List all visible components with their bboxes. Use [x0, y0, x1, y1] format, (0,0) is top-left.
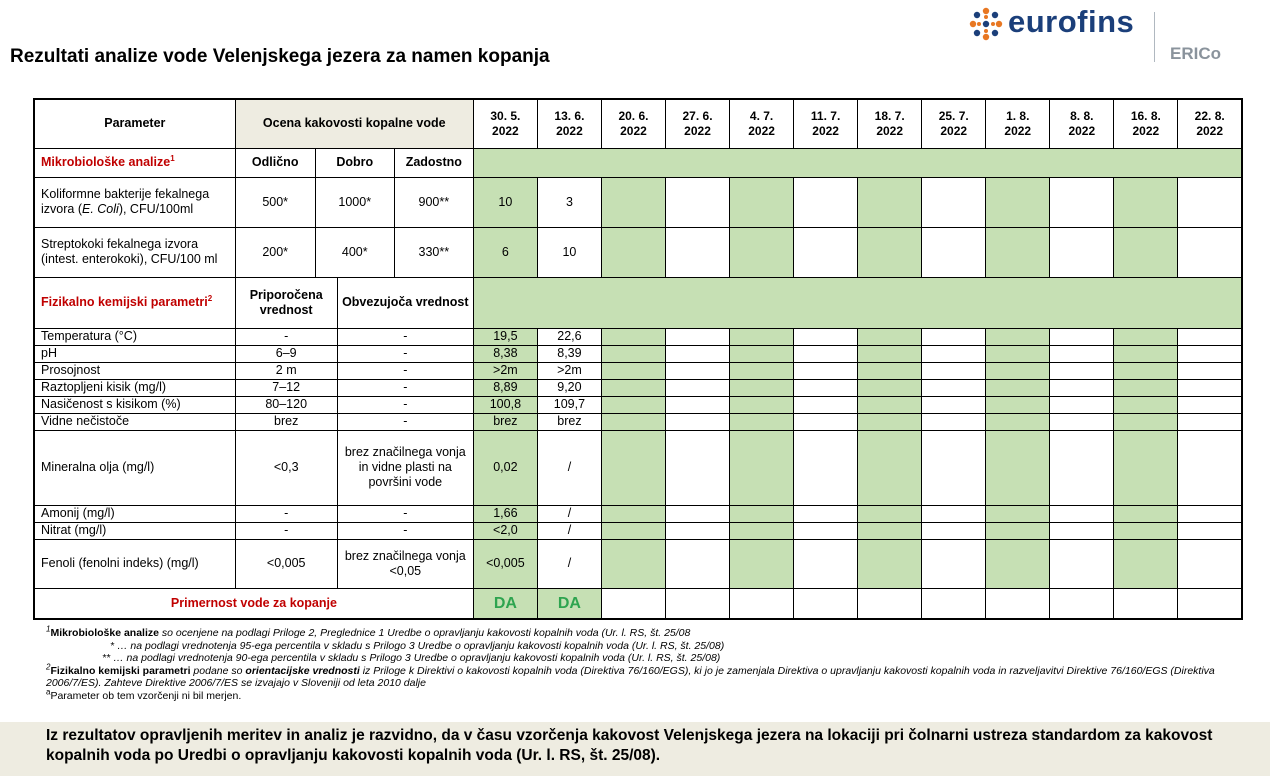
value-cell-p4-10	[1114, 396, 1178, 413]
value-cell-p7-9	[1050, 505, 1114, 522]
header-date-11: 22. 8. 2022	[1178, 99, 1242, 148]
value-cell-p0-0: 19,5	[473, 328, 537, 345]
value-cell-p4-7	[922, 396, 986, 413]
value-cell-p3-4	[730, 379, 794, 396]
micro-section-title	[34, 148, 235, 177]
value-cell-p6-11	[1178, 430, 1242, 505]
value-cell-p5-0: brez	[473, 413, 537, 430]
priporocena-value: 6–9	[235, 345, 337, 362]
suitability-cell-0: DA	[473, 588, 537, 619]
value-cell-p0-2	[601, 328, 665, 345]
value-cell-p9-6	[858, 539, 922, 588]
value-cell-p0-5	[794, 328, 858, 345]
dobro-value: 1000*	[315, 177, 394, 227]
value-cell-p9-10	[1114, 539, 1178, 588]
value-cell-p7-4	[730, 505, 794, 522]
footnote-3: $^a$Parameter ob tem vzorčenji ni bil merjen.	[46, 687, 242, 702]
value-cell-p7-11	[1178, 505, 1242, 522]
value-cell-p5-6	[858, 413, 922, 430]
table-row	[34, 396, 1242, 413]
priporocena-value: <0,3	[235, 430, 337, 505]
value-cell-p8-6	[858, 522, 922, 539]
footnote-1a: * … na podlagi vrednotenja 95-ega percentila v skladu s Prilogo 3 Uredbe o opravljanju kakovosti kopalnih voda (Ur. l. RS, št. 25/08)	[110, 639, 725, 652]
value-cell-p1-10	[1114, 345, 1178, 362]
value-cell-p7-6	[858, 505, 922, 522]
suitability-cell-8	[986, 588, 1050, 619]
micro-sup: 1	[170, 153, 175, 163]
value-cell-p1-1: 8,39	[537, 345, 601, 362]
value-cell-m1-0: 6	[473, 227, 537, 277]
header-parameter: Parameter	[34, 99, 235, 148]
table-row	[34, 328, 1242, 345]
value-cell-p5-2	[601, 413, 665, 430]
value-cell-p4-1: 109,7	[537, 396, 601, 413]
value-cell-m0-7	[922, 177, 986, 227]
value-cell-p3-5	[794, 379, 858, 396]
micro-param-name: Streptokoki fekalnega izvora (intest. enterokoki), CFU/100 ml	[34, 227, 235, 277]
value-cell-p2-7	[922, 362, 986, 379]
value-cell-p8-9	[1050, 522, 1114, 539]
table-row	[34, 539, 1242, 588]
value-cell-p1-9	[1050, 345, 1114, 362]
value-cell-p2-11	[1178, 362, 1242, 379]
value-cell-p1-0: 8,38	[473, 345, 537, 362]
obvezujoca-value: -	[337, 505, 473, 522]
page-title: Rezultati analize vode Velenjskega jezera za namen kopanja	[10, 46, 550, 67]
footnote-2: $^2$Fizikalno kemijski parametri podane so orientacijske vrednosti iz Priloge k Direktivi o kakovosti kopalnih voda (Direktiva 76/160/EGS), ki jo je zamenjala Direktiva o upravljanju kakovosti kopalnih voda in razveljavitvi Direktive 76/160/EGS (Direktiva 2006/7/ES). Zahteve Direktive 2006/7/ES se izvajajo v Sloveniji od leta 2010 dalje	[46, 662, 1215, 690]
value-cell-p9-11	[1178, 539, 1242, 588]
value-cell-p2-5	[794, 362, 858, 379]
value-cell-p7-2	[601, 505, 665, 522]
value-cell-p8-2	[601, 522, 665, 539]
obvezujoca-value: -	[337, 396, 473, 413]
value-cell-p1-7	[922, 345, 986, 362]
value-cell-p5-11	[1178, 413, 1242, 430]
value-cell-p5-8	[986, 413, 1050, 430]
value-cell-p4-2	[601, 396, 665, 413]
value-cell-p9-9	[1050, 539, 1114, 588]
table-row	[34, 379, 1242, 396]
value-cell-p6-6	[858, 430, 922, 505]
value-cell-p4-5	[794, 396, 858, 413]
value-cell-m1-6	[858, 227, 922, 277]
value-cell-p5-9	[1050, 413, 1114, 430]
value-cell-p7-1: /	[537, 505, 601, 522]
obvezujoca-value: -	[337, 328, 473, 345]
value-cell-p2-1: >2m	[537, 362, 601, 379]
micro-title-text: Mikrobiološke analize	[41, 155, 171, 169]
phys-title-text: Fizikalno kemijski parametri	[41, 295, 208, 309]
value-cell-p2-3	[666, 362, 730, 379]
value-cell-p4-3	[666, 396, 730, 413]
value-cell-m1-8	[986, 227, 1050, 277]
value-cell-p0-6	[858, 328, 922, 345]
value-cell-p4-8	[986, 396, 1050, 413]
value-cell-p2-0: >2m	[473, 362, 537, 379]
logo-divider	[1154, 12, 1155, 62]
value-cell-p4-0: 100,8	[473, 396, 537, 413]
table-row	[34, 522, 1242, 539]
obvezujoca-value: brez značilnega vonja in vidne plasti na površini vode	[337, 430, 473, 505]
value-cell-m0-11	[1178, 177, 1242, 227]
footnote-1b: ** … na podlagi vrednotenja 90-ega percentila v skladu s Prilogo 3 Uredbe o opravljanju kakovosti kopalnih voda (Ur. l. RS, št. 25/08)	[102, 652, 721, 665]
value-cell-m1-11	[1178, 227, 1242, 277]
value-cell-p8-10	[1114, 522, 1178, 539]
phys-param-name: Fenoli (fenolni indeks) (mg/l)	[34, 539, 235, 588]
header-date-9: 8. 8. 2022	[1050, 99, 1114, 148]
suitability-cell-1: DA	[537, 588, 601, 619]
phys-section-row	[34, 277, 1242, 328]
results-table	[33, 98, 1243, 620]
obvezujoca-value: -	[337, 362, 473, 379]
priporocena-value: -	[235, 522, 337, 539]
obvezujoca-value: -	[337, 413, 473, 430]
header-row	[34, 99, 1242, 148]
value-cell-p9-1: /	[537, 539, 601, 588]
value-cell-p5-1: brez	[537, 413, 601, 430]
micro-section-row	[34, 148, 1242, 177]
value-cell-p8-1: /	[537, 522, 601, 539]
suitability-label: Primernost vode za kopanje	[34, 588, 473, 619]
phys-section-fill	[473, 277, 1242, 328]
value-cell-p9-2	[601, 539, 665, 588]
value-cell-p3-7	[922, 379, 986, 396]
priporocena-value: <0,005	[235, 539, 337, 588]
priporocena-value: 80–120	[235, 396, 337, 413]
micro-section-fill	[473, 148, 1242, 177]
table-row	[34, 345, 1242, 362]
value-cell-p6-1: /	[537, 430, 601, 505]
value-cell-p0-1: 22,6	[537, 328, 601, 345]
header-date-8: 1. 8. 2022	[986, 99, 1050, 148]
header-date-2: 20. 6. 2022	[601, 99, 665, 148]
footnotes	[46, 624, 1246, 703]
value-cell-p1-8	[986, 345, 1050, 362]
value-cell-p1-6	[858, 345, 922, 362]
value-cell-p3-3	[666, 379, 730, 396]
suitability-cell-11	[1178, 588, 1242, 619]
obvezujoca-value: brez značilnega vonja <0,05	[337, 539, 473, 588]
value-cell-p7-3	[666, 505, 730, 522]
col-odlicno: Odlično	[235, 148, 315, 177]
micro-param-name: Koliformne bakterije fekalnega izvora (E. Coli), CFU/100ml	[34, 177, 235, 227]
value-cell-p7-7	[922, 505, 986, 522]
value-cell-m0-5	[794, 177, 858, 227]
col-priporocena: Priporočena vrednost	[235, 277, 337, 328]
value-cell-p9-3	[666, 539, 730, 588]
phys-param-name: Amonij (mg/l)	[34, 505, 235, 522]
value-cell-p2-8	[986, 362, 1050, 379]
value-cell-p3-11	[1178, 379, 1242, 396]
value-cell-p6-10	[1114, 430, 1178, 505]
phys-param-name: Nasičenost s kisikom (%)	[34, 396, 235, 413]
table-row	[34, 227, 1242, 277]
zadostno-value: 900**	[394, 177, 473, 227]
value-cell-p7-10	[1114, 505, 1178, 522]
value-cell-p0-7	[922, 328, 986, 345]
eurofins-dots-icon	[968, 6, 1004, 42]
value-cell-m1-2	[601, 227, 665, 277]
suitability-cell-9	[1050, 588, 1114, 619]
header-date-3: 27. 6. 2022	[666, 99, 730, 148]
priporocena-value: 7–12	[235, 379, 337, 396]
logo-sub: ERICo	[1170, 44, 1221, 63]
value-cell-p0-3	[666, 328, 730, 345]
header-date-1: 13. 6. 2022	[537, 99, 601, 148]
value-cell-p6-9	[1050, 430, 1114, 505]
value-cell-p9-0: <0,005	[473, 539, 537, 588]
value-cell-p8-4	[730, 522, 794, 539]
value-cell-p5-10	[1114, 413, 1178, 430]
value-cell-p0-9	[1050, 328, 1114, 345]
value-cell-p9-7	[922, 539, 986, 588]
table-row	[34, 430, 1242, 505]
value-cell-p8-8	[986, 522, 1050, 539]
header-date-4: 4. 7. 2022	[730, 99, 794, 148]
value-cell-p5-7	[922, 413, 986, 430]
phys-param-name: Temperatura (°C)	[34, 328, 235, 345]
value-cell-p3-9	[1050, 379, 1114, 396]
value-cell-p6-7	[922, 430, 986, 505]
phys-param-name: Mineralna olja (mg/l)	[34, 430, 235, 505]
phys-param-name: pH	[34, 345, 235, 362]
priporocena-value: 2 m	[235, 362, 337, 379]
suitability-cell-5	[794, 588, 858, 619]
value-cell-p8-3	[666, 522, 730, 539]
conclusion-text: Iz rezultatov opravljenih meritev in analiz je razvidno, da v času vzorčenja kakovost Velenjskega jezera na lokaciji pri čolnarni ustreza standardom za kakovost kopalnih voda po Uredbi o opravljanju kakovosti kopalnih voda (Ur. l. RS, št. 25/08).	[46, 727, 1213, 764]
value-cell-m0-2	[601, 177, 665, 227]
value-cell-m1-3	[666, 227, 730, 277]
table-row	[34, 413, 1242, 430]
value-cell-p2-4	[730, 362, 794, 379]
value-cell-p6-2	[601, 430, 665, 505]
value-cell-p1-4	[730, 345, 794, 362]
conclusion-box	[0, 722, 1270, 776]
value-cell-m0-8	[986, 177, 1050, 227]
value-cell-p1-3	[666, 345, 730, 362]
value-cell-p8-5	[794, 522, 858, 539]
priporocena-value: brez	[235, 413, 337, 430]
value-cell-p2-9	[1050, 362, 1114, 379]
value-cell-p2-6	[858, 362, 922, 379]
value-cell-p8-11	[1178, 522, 1242, 539]
value-cell-p3-8	[986, 379, 1050, 396]
phys-param-name: Raztopljeni kisik (mg/l)	[34, 379, 235, 396]
value-cell-p0-8	[986, 328, 1050, 345]
priporocena-value: -	[235, 505, 337, 522]
suitability-row	[34, 588, 1242, 619]
value-cell-m0-3	[666, 177, 730, 227]
value-cell-p2-10	[1114, 362, 1178, 379]
value-cell-p1-5	[794, 345, 858, 362]
value-cell-p9-4	[730, 539, 794, 588]
value-cell-p3-10	[1114, 379, 1178, 396]
suitability-cell-4	[730, 588, 794, 619]
value-cell-m0-6	[858, 177, 922, 227]
value-cell-p5-4	[730, 413, 794, 430]
value-cell-p9-8	[986, 539, 1050, 588]
value-cell-p4-11	[1178, 396, 1242, 413]
value-cell-p4-9	[1050, 396, 1114, 413]
value-cell-p1-2	[601, 345, 665, 362]
value-cell-p0-11	[1178, 328, 1242, 345]
col-dobro: Dobro	[315, 148, 394, 177]
header-date-10: 16. 8. 2022	[1114, 99, 1178, 148]
col-obvezujoca: Obvezujoča vrednost	[337, 277, 473, 328]
phys-sup: 2	[207, 293, 213, 303]
suitability-cell-10	[1114, 588, 1178, 619]
suitability-cell-6	[858, 588, 922, 619]
value-cell-m1-7	[922, 227, 986, 277]
suitability-cell-7	[922, 588, 986, 619]
value-cell-p0-10	[1114, 328, 1178, 345]
suitability-cell-2	[601, 588, 665, 619]
value-cell-m0-10	[1114, 177, 1178, 227]
phys-param-name: Nitrat (mg/l)	[34, 522, 235, 539]
value-cell-p8-7	[922, 522, 986, 539]
value-cell-p6-4	[730, 430, 794, 505]
zadostno-value: 330**	[394, 227, 473, 277]
value-cell-m1-5	[794, 227, 858, 277]
value-cell-p7-5	[794, 505, 858, 522]
obvezujoca-value: -	[337, 379, 473, 396]
phys-section-title	[34, 277, 235, 328]
phys-param-name: Vidne nečistoče	[34, 413, 235, 430]
value-cell-p7-0: 1,66	[473, 505, 537, 522]
obvezujoca-value: -	[337, 522, 473, 539]
value-cell-m1-4	[730, 227, 794, 277]
value-cell-p6-0: 0,02	[473, 430, 537, 505]
value-cell-p1-11	[1178, 345, 1242, 362]
odlicno-value: 500*	[235, 177, 315, 227]
value-cell-m0-1: 3	[537, 177, 601, 227]
value-cell-p5-3	[666, 413, 730, 430]
suitability-cell-3	[666, 588, 730, 619]
value-cell-p6-3	[666, 430, 730, 505]
value-cell-p3-6	[858, 379, 922, 396]
value-cell-p5-5	[794, 413, 858, 430]
header-date-7: 25. 7. 2022	[922, 99, 986, 148]
value-cell-m0-9	[1050, 177, 1114, 227]
logo-brand: eurofins	[1008, 4, 1135, 39]
value-cell-p6-5	[794, 430, 858, 505]
dobro-value: 400*	[315, 227, 394, 277]
value-cell-p2-2	[601, 362, 665, 379]
footnote-1: $^1$Mikrobiološke analize so ocenjene na podlagi Priloge 2, Preglednice 1 Uredbe o opravljanju kakovosti kopalnih voda (Ur. l. RS, št. 25/08	[46, 624, 691, 639]
value-cell-p3-1: 9,20	[537, 379, 601, 396]
table-row	[34, 505, 1242, 522]
odlicno-value: 200*	[235, 227, 315, 277]
value-cell-p9-5	[794, 539, 858, 588]
value-cell-m1-9	[1050, 227, 1114, 277]
value-cell-m1-10	[1114, 227, 1178, 277]
table-row	[34, 362, 1242, 379]
col-zadostno: Zadostno	[394, 148, 473, 177]
value-cell-m0-4	[730, 177, 794, 227]
phys-param-name: Prosojnost	[34, 362, 235, 379]
value-cell-m0-0: 10	[473, 177, 537, 227]
value-cell-p4-6	[858, 396, 922, 413]
table-row	[34, 177, 1242, 227]
value-cell-p3-0: 8,89	[473, 379, 537, 396]
header-date-0: 30. 5. 2022	[473, 99, 537, 148]
value-cell-p7-8	[986, 505, 1050, 522]
value-cell-p3-2	[601, 379, 665, 396]
header-date-5: 11. 7. 2022	[794, 99, 858, 148]
value-cell-p6-8	[986, 430, 1050, 505]
value-cell-p0-4	[730, 328, 794, 345]
value-cell-p8-0: <2,0	[473, 522, 537, 539]
value-cell-p4-4	[730, 396, 794, 413]
priporocena-value: -	[235, 328, 337, 345]
value-cell-m1-1: 10	[537, 227, 601, 277]
obvezujoca-value: -	[337, 345, 473, 362]
eurofins-logo	[968, 4, 1268, 68]
header-quality: Ocena kakovosti kopalne vode	[235, 99, 473, 148]
header-date-6: 18. 7. 2022	[858, 99, 922, 148]
